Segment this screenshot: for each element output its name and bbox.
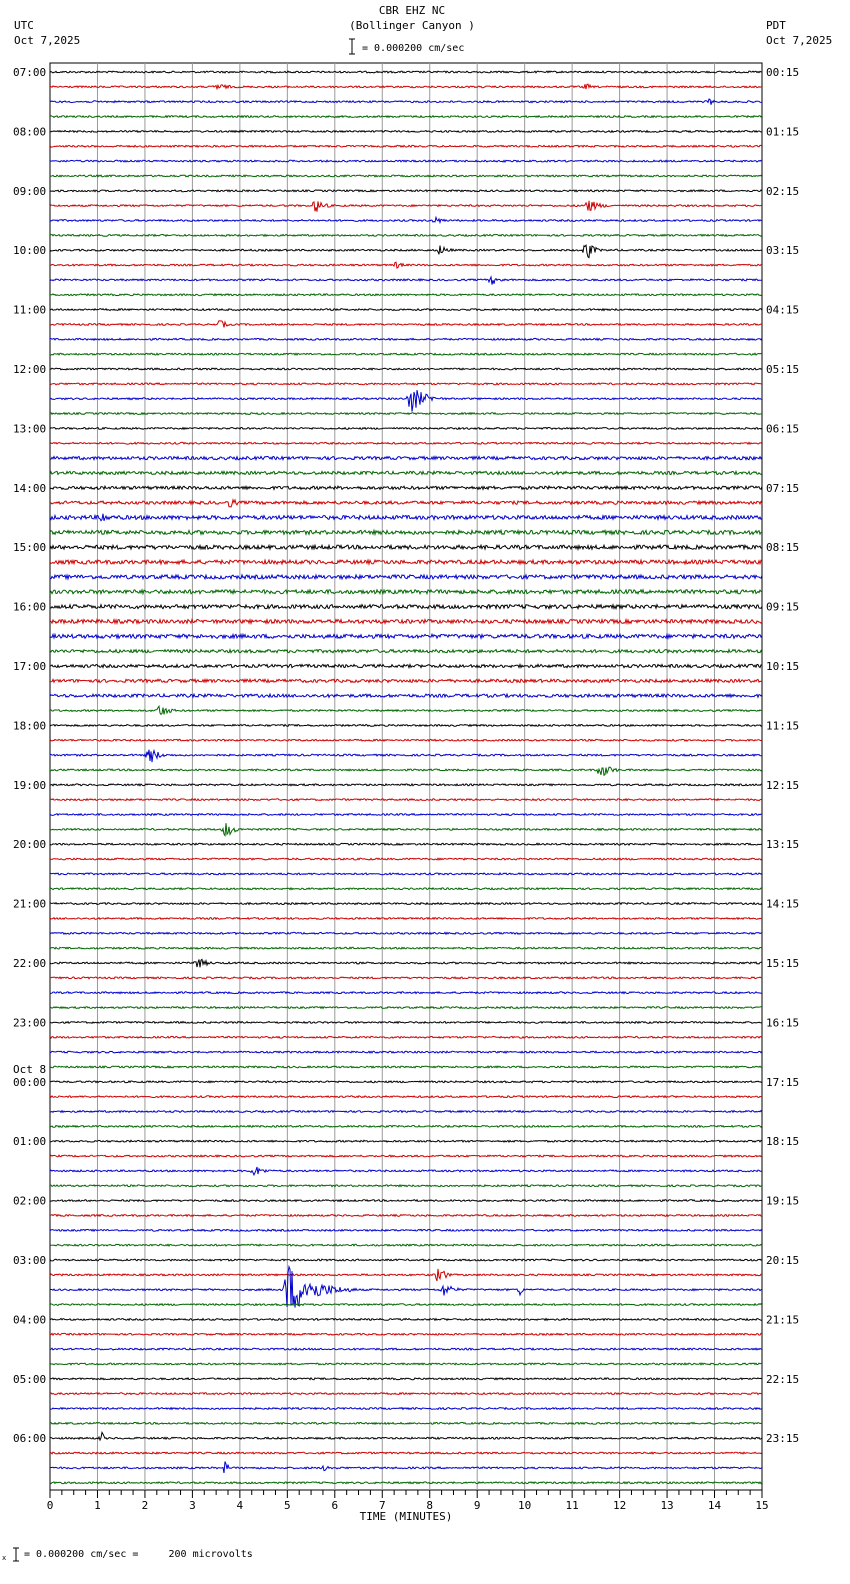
seismic-trace (50, 1167, 762, 1175)
seismic-trace (50, 1378, 762, 1380)
pdt-hour-label: 04:15 (766, 303, 800, 317)
seismic-trace (50, 1393, 762, 1395)
pdt-hour-label: 03:15 (766, 244, 800, 258)
pdt-hour-label: 09:15 (766, 600, 800, 614)
seismic-trace (50, 457, 762, 460)
seismic-trace (50, 750, 762, 762)
seismic-trace (50, 620, 762, 624)
seismic-trace (50, 1215, 762, 1217)
seismic-trace (50, 442, 762, 444)
utc-hour-label: 06:00 (13, 1432, 47, 1446)
pdt-hour-label: 14:15 (766, 897, 800, 911)
utc-hour-label: 04:00 (13, 1313, 47, 1327)
seismic-trace (50, 383, 762, 385)
utc-hour-label: 19:00 (13, 778, 47, 792)
seismic-trace (50, 903, 762, 905)
seismic-trace (50, 560, 762, 564)
utc-hour-label: 13:00 (13, 422, 47, 436)
seismic-trace (50, 1111, 762, 1113)
seismic-trace (50, 1185, 762, 1187)
seismic-trace (50, 1036, 762, 1038)
utc-hour-label: 07:00 (13, 66, 47, 79)
x-tick-label: 12 (612, 1499, 627, 1512)
utc-hour-label: 12:00 (13, 363, 47, 376)
seismic-trace (50, 1304, 762, 1306)
seismic-trace (50, 590, 762, 594)
seismic-trace (50, 1081, 762, 1083)
seismic-trace (50, 888, 762, 890)
seismic-trace (50, 1229, 762, 1231)
footer-scale-bar-icon (2, 1546, 24, 1564)
seismic-trace (50, 190, 762, 192)
pdt-hour-label: 21:15 (766, 1313, 800, 1327)
pdt-hour-label: 05:15 (766, 363, 800, 376)
seismic-trace (50, 514, 762, 521)
seismic-trace (50, 131, 762, 133)
x-tick-label: 4 (236, 1499, 244, 1512)
x-tick-label: 2 (141, 1499, 149, 1512)
seismic-trace (50, 959, 762, 967)
pdt-zone-label: PDT (766, 19, 786, 32)
pdt-hour-label: 06:15 (766, 422, 800, 436)
seismic-trace (50, 1051, 762, 1053)
seismic-trace (50, 1126, 762, 1128)
seismic-trace (50, 413, 762, 415)
x-tick-label: 9 (473, 1499, 481, 1512)
utc-hour-label: 18:00 (13, 719, 47, 733)
pdt-hour-label: 00:15 (766, 66, 800, 79)
pdt-hour-label: 22:15 (766, 1372, 800, 1386)
scale-label: = 0.000200 cm/sec (362, 43, 465, 54)
seismic-trace (50, 160, 762, 162)
seismic-trace (50, 71, 762, 73)
seismic-trace (50, 575, 762, 579)
seismic-trace (50, 235, 762, 237)
x-tick-label: 11 (565, 1499, 579, 1512)
station-subtitle: (Bollinger Canyon ) (349, 19, 475, 32)
seismic-trace (50, 1363, 762, 1365)
seismic-trace (50, 1140, 762, 1142)
x-tick-label: 0 (46, 1499, 54, 1512)
seismic-trace (50, 694, 762, 697)
pdt-hour-label: 10:15 (766, 660, 800, 673)
seismic-trace (50, 1200, 762, 1202)
utc-hour-label: 05:00 (13, 1372, 47, 1386)
seismic-trace (50, 1462, 762, 1474)
seismic-trace (50, 545, 762, 549)
seismic-trace (50, 1267, 762, 1308)
x-tick-label: 15 (755, 1499, 769, 1512)
utc-hour-label: 21:00 (13, 897, 47, 911)
seismic-trace (50, 368, 762, 370)
x-tick-label: 14 (707, 1499, 722, 1512)
seismic-trace (50, 814, 762, 816)
footer-scale-note: = 0.000200 cm/sec = 200 microvolts (24, 1549, 253, 1560)
pdt-hour-label: 07:15 (766, 481, 800, 495)
seismic-trace (50, 706, 762, 714)
pdt-hour-label: 17:15 (766, 1075, 800, 1089)
pdt-hour-label: 20:15 (766, 1254, 800, 1267)
seismic-trace (50, 634, 762, 638)
seismic-trace (50, 1259, 762, 1261)
pdt-hour-label: 01:15 (766, 125, 800, 139)
pdt-hour-label: 08:15 (766, 541, 800, 555)
x-tick-label: 8 (426, 1499, 434, 1512)
seismic-trace (50, 1348, 762, 1350)
seismic-trace (50, 932, 762, 934)
seismic-trace (50, 947, 762, 949)
seismic-trace (50, 1333, 762, 1335)
utc-hour-label: 10:00 (13, 244, 47, 258)
seismic-trace (50, 471, 762, 474)
x-tick-label: 7 (378, 1499, 386, 1512)
utc-hour-label: 17:00 (13, 660, 47, 673)
pdt-hour-label: 12:15 (766, 778, 800, 792)
pdt-hour-label: 02:15 (766, 184, 800, 198)
pdt-date-label: Oct 7,2025 (766, 34, 833, 47)
seismic-trace (50, 1452, 762, 1454)
seismic-trace (50, 116, 762, 118)
seismic-trace (50, 486, 762, 489)
utc-hour-label: 15:00 (13, 541, 47, 555)
seismic-trace (50, 725, 762, 727)
seismic-trace (50, 1022, 762, 1024)
seismic-trace (50, 1482, 762, 1484)
seismic-trace (50, 739, 762, 741)
seismic-trace (50, 1066, 762, 1068)
utc-hour-label: 03:00 (13, 1254, 47, 1267)
x-tick-label: 10 (518, 1499, 532, 1512)
x-tick-label: 5 (284, 1499, 291, 1512)
seismic-trace (50, 262, 762, 268)
seismic-trace (50, 1319, 762, 1321)
seismic-trace (50, 338, 762, 340)
seismic-trace (50, 1423, 762, 1425)
utc-hour-label: 11:00 (13, 303, 47, 317)
pdt-hour-label: 11:15 (766, 719, 800, 733)
seismic-trace (50, 175, 762, 177)
seismic-trace (50, 605, 762, 609)
seismic-trace (50, 1155, 762, 1157)
seismic-trace (50, 217, 762, 222)
seismic-trace (50, 530, 762, 534)
utc-hour-label: 20:00 (13, 838, 47, 852)
seismic-trace (50, 309, 762, 311)
seismic-trace (50, 873, 762, 875)
seismic-trace (50, 1408, 762, 1410)
seismic-trace (50, 428, 762, 430)
pdt-hour-label: 13:15 (766, 838, 800, 852)
utc-hour-label: 00:00 (13, 1075, 47, 1089)
seismic-trace (50, 784, 762, 786)
utc-hour-label: 01:00 (13, 1135, 47, 1149)
seismic-trace (50, 500, 762, 507)
x-tick-label: 3 (189, 1499, 196, 1512)
seismic-trace (50, 823, 762, 835)
seismic-trace (50, 277, 762, 285)
seismic-trace (50, 992, 762, 994)
utc-hour-label: 09:00 (13, 184, 47, 198)
seismic-trace (50, 84, 762, 89)
seismic-trace (50, 1269, 762, 1281)
seismic-trace (50, 1096, 762, 1098)
seismic-trace (50, 767, 762, 775)
seismic-trace (50, 390, 762, 412)
seismic-trace (50, 977, 762, 979)
seismic-trace (50, 1432, 762, 1440)
seismic-trace (50, 294, 762, 296)
svg-text:x: x (2, 1554, 7, 1562)
seismic-trace (50, 679, 762, 682)
station-title: CBR EHZ NC (378, 4, 446, 17)
utc-hour-label: 14:00 (13, 481, 47, 495)
seismic-trace (50, 858, 762, 860)
seismic-trace (50, 353, 762, 355)
seismic-trace (50, 145, 762, 147)
utc-hour-label: 16:00 (13, 600, 47, 614)
seismic-trace (50, 843, 762, 845)
utc-hour-label: 08:00 (13, 125, 47, 139)
x-tick-label: 13 (660, 1499, 674, 1512)
x-axis-label: TIME (MINUTES) (359, 1510, 453, 1523)
pdt-hour-label: 23:15 (766, 1432, 800, 1446)
seismic-trace (50, 1007, 762, 1009)
date-change-label: Oct 8 (13, 1062, 47, 1076)
seismic-trace (50, 664, 762, 667)
utc-date-label: Oct 7,2025 (14, 34, 81, 47)
seismic-trace (50, 201, 762, 212)
seismic-trace (50, 918, 762, 920)
seismic-trace (50, 650, 762, 653)
x-tick-label: 1 (94, 1499, 101, 1512)
seismic-trace (50, 321, 762, 328)
utc-hour-label: 22:00 (13, 957, 47, 970)
utc-hour-label: 23:00 (13, 1016, 47, 1030)
seismic-trace (50, 245, 762, 257)
pdt-hour-label: 15:15 (766, 957, 800, 970)
utc-zone-label: UTC (14, 19, 34, 32)
utc-hour-label: 02:00 (13, 1194, 47, 1208)
seismic-trace (50, 99, 762, 105)
seismic-trace (50, 799, 762, 801)
pdt-hour-label: 19:15 (766, 1194, 800, 1208)
pdt-hour-label: 18:15 (766, 1135, 800, 1149)
pdt-hour-label: 16:15 (766, 1016, 800, 1030)
seismic-trace (50, 1244, 762, 1246)
x-tick-label: 6 (331, 1499, 339, 1512)
